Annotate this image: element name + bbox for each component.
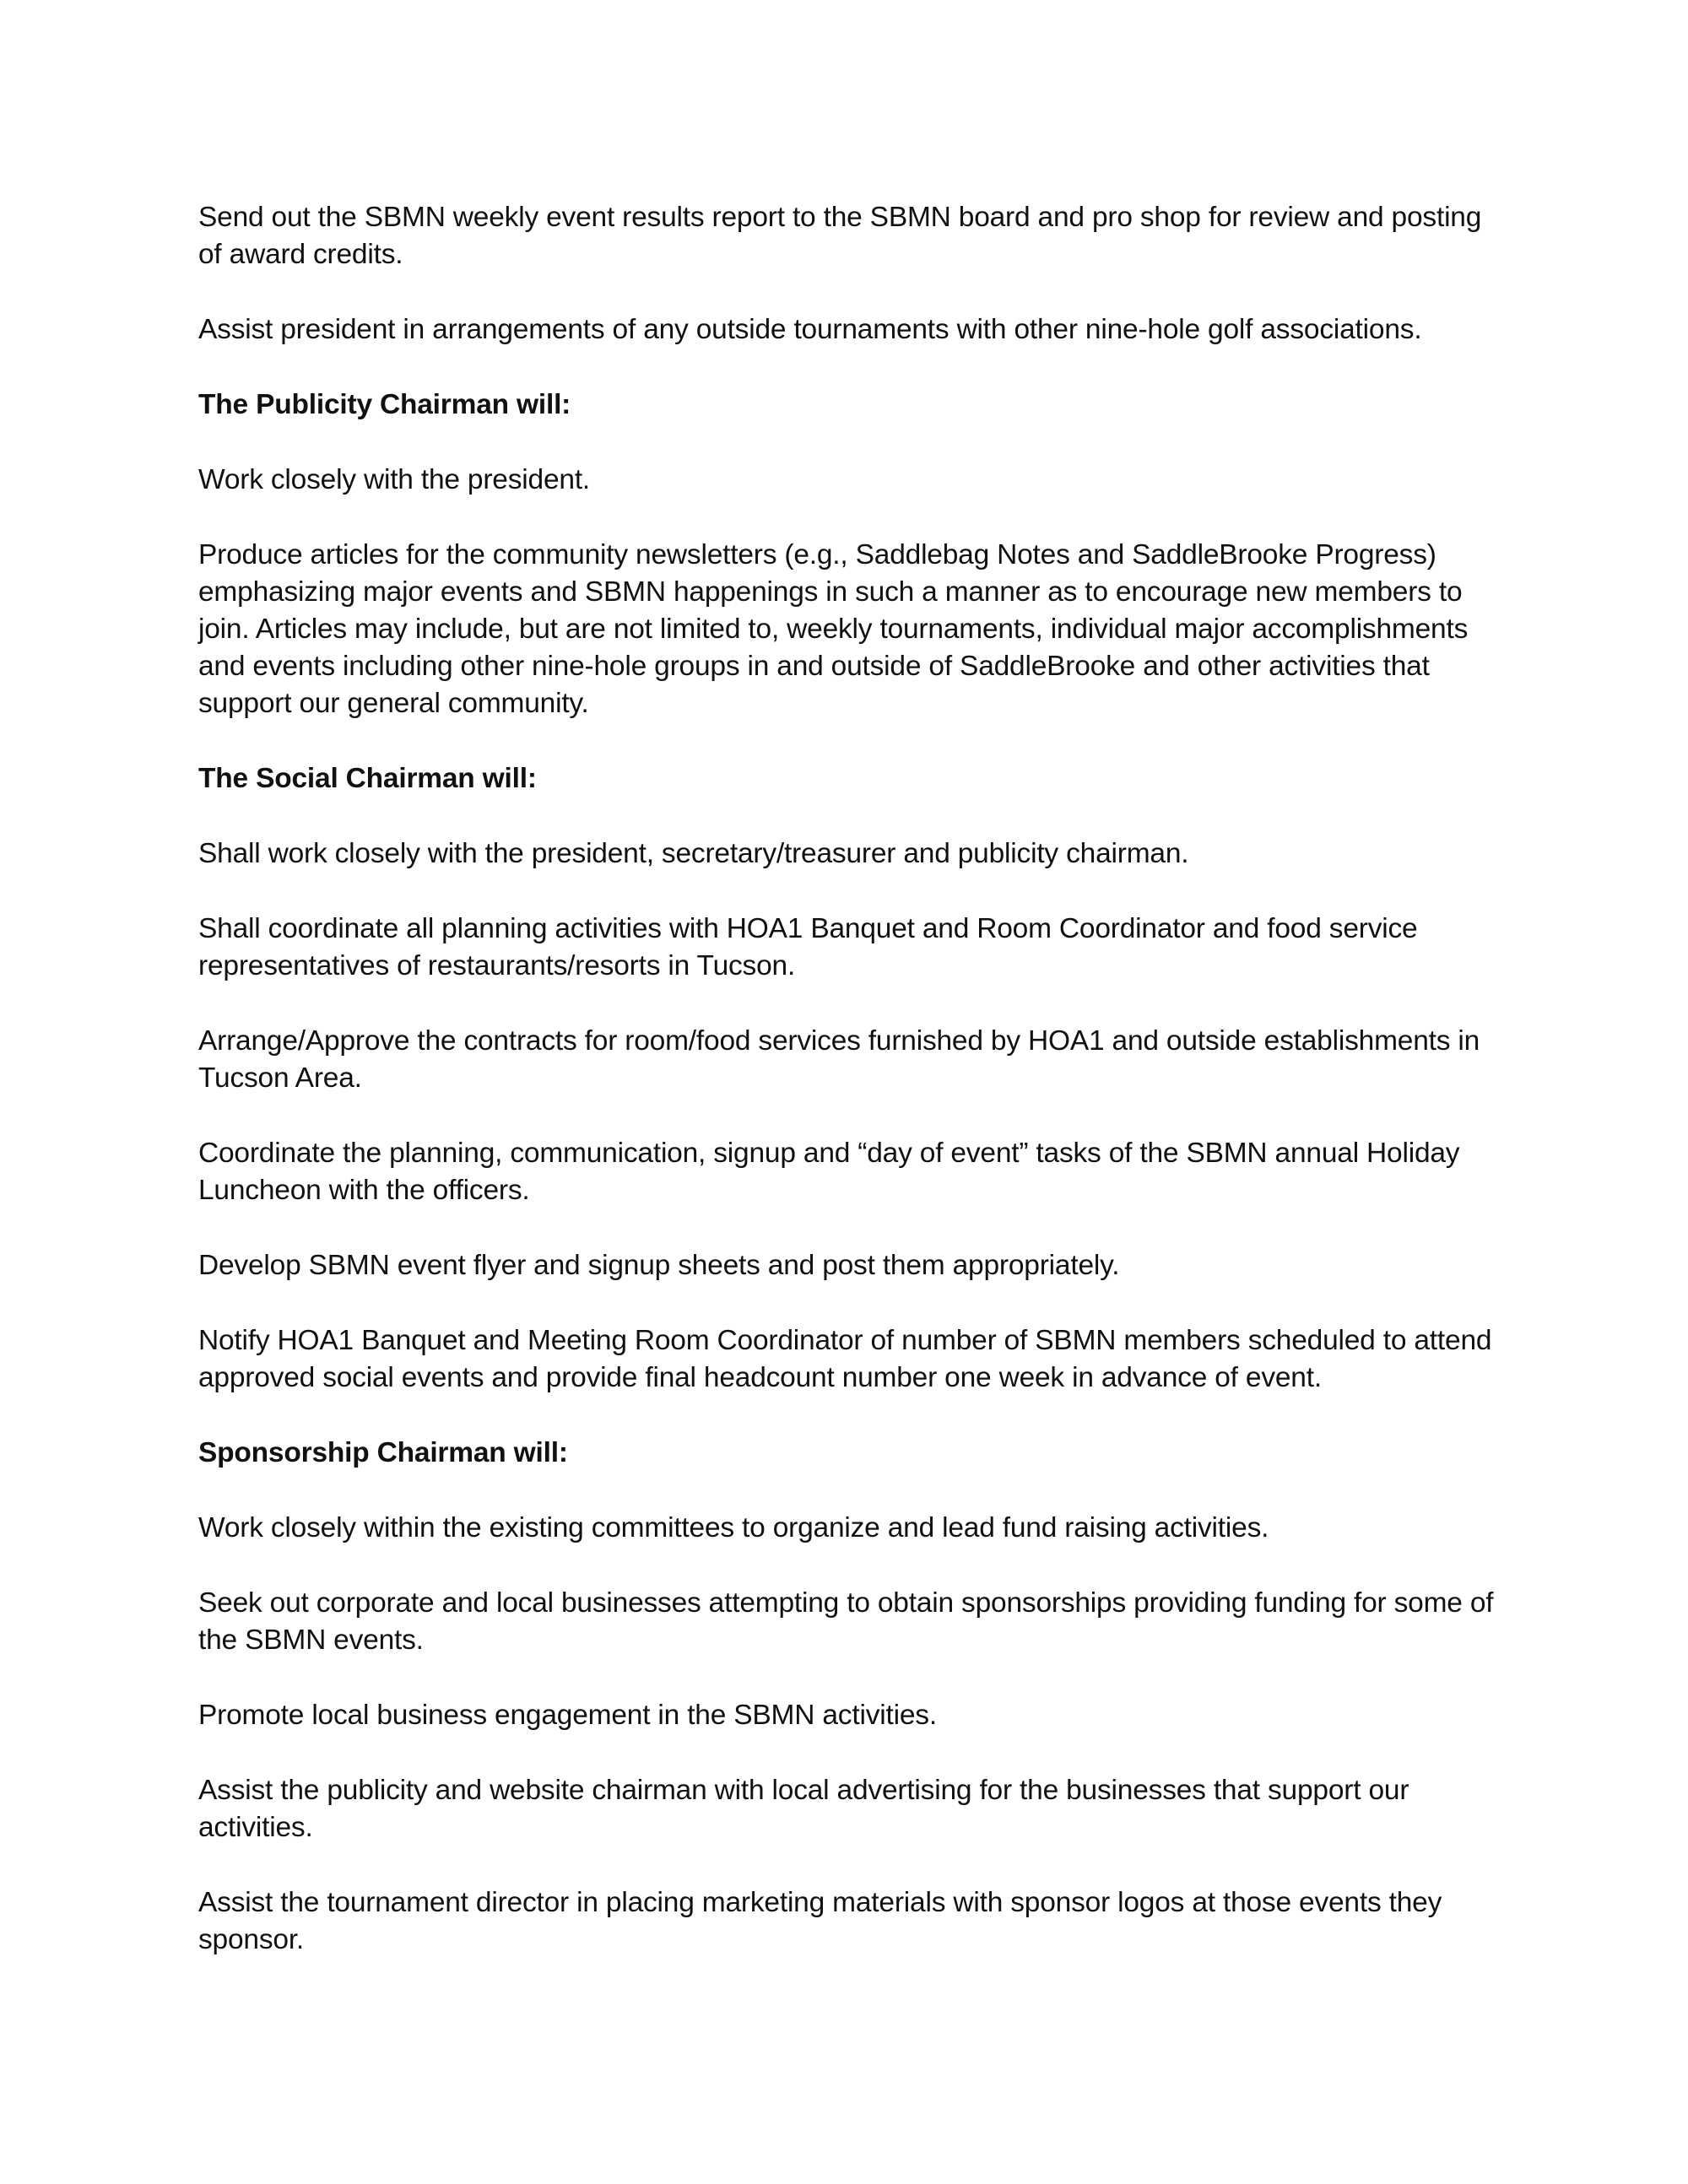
paragraph-contracts: Arrange/Approve the contracts for room/food services furnished by HOA1 and outside establishments in Tucson Area. — [198, 1025, 1480, 1094]
paragraph-sponsorships: Seek out corporate and local businesses attempting to obtain sponsorships providing funding for some of the SBMN events. — [198, 1587, 1494, 1656]
paragraph-work-with-president: Work closely with the president. — [198, 464, 591, 495]
paragraph-coordinate-planning: Shall coordinate all planning activities with HOA1 Banquet and Room Coordinator and food service representatives of restaurants/resorts in Tucson. — [198, 913, 1418, 981]
document-body — [198, 199, 1502, 1997]
paragraph-headcount: Notify HOA1 Banquet and Meeting Room Coordinator of number of SBMN members scheduled to attend approved social events and provide final headcount number one week in advance of event. — [198, 1325, 1492, 1393]
paragraph-marketing-materials: Assist the tournament director in placing marketing materials with sponsor logos at those events they sponsor. — [198, 1887, 1442, 1955]
paragraph-results-report: Send out the SBMN weekly event results report to the SBMN board and pro shop for review and posting of award credits. — [198, 202, 1482, 270]
paragraph-newsletter-articles: Produce articles for the community newsletters (e.g., Saddlebag Notes and SaddleBrooke Progress) emphasizing major events and SBMN happenings in such a manner as to encourage new members to join. Articles may include, but are not limited to, weekly tournaments, individual major accomplishments and events including other nine-hole groups in and outside of SaddleBrooke and other activities that support our general community. — [198, 539, 1469, 719]
paragraph-event-flyer: Develop SBMN event flyer and signup sheets and post them appropriately. — [198, 1250, 1120, 1281]
paragraph-local-advertising: Assist the publicity and website chairman with local advertising for the businesses that support our activities. — [198, 1775, 1409, 1843]
paragraph-business-engagement: Promote local business engagement in the SBMN activities. — [198, 1700, 937, 1731]
heading-publicity-chairman: The Publicity Chairman will: — [198, 389, 571, 420]
paragraph-fund-raising: Work closely within the existing committees to organize and lead fund raising activities. — [198, 1512, 1269, 1543]
heading-social-chairman: The Social Chairman will: — [198, 763, 537, 794]
heading-sponsorship-chairman: Sponsorship Chairman will: — [198, 1437, 568, 1468]
paragraph-holiday-luncheon: Coordinate the planning, communication, signup and “day of event” tasks of the SBMN annual Holiday Luncheon with the officers. — [198, 1138, 1460, 1206]
paragraph-outside-tournaments: Assist president in arrangements of any outside tournaments with other nine-hole golf associations. — [198, 314, 1422, 345]
paragraph-social-work-closely: Shall work closely with the president, secretary/treasurer and publicity chairman. — [198, 838, 1189, 869]
